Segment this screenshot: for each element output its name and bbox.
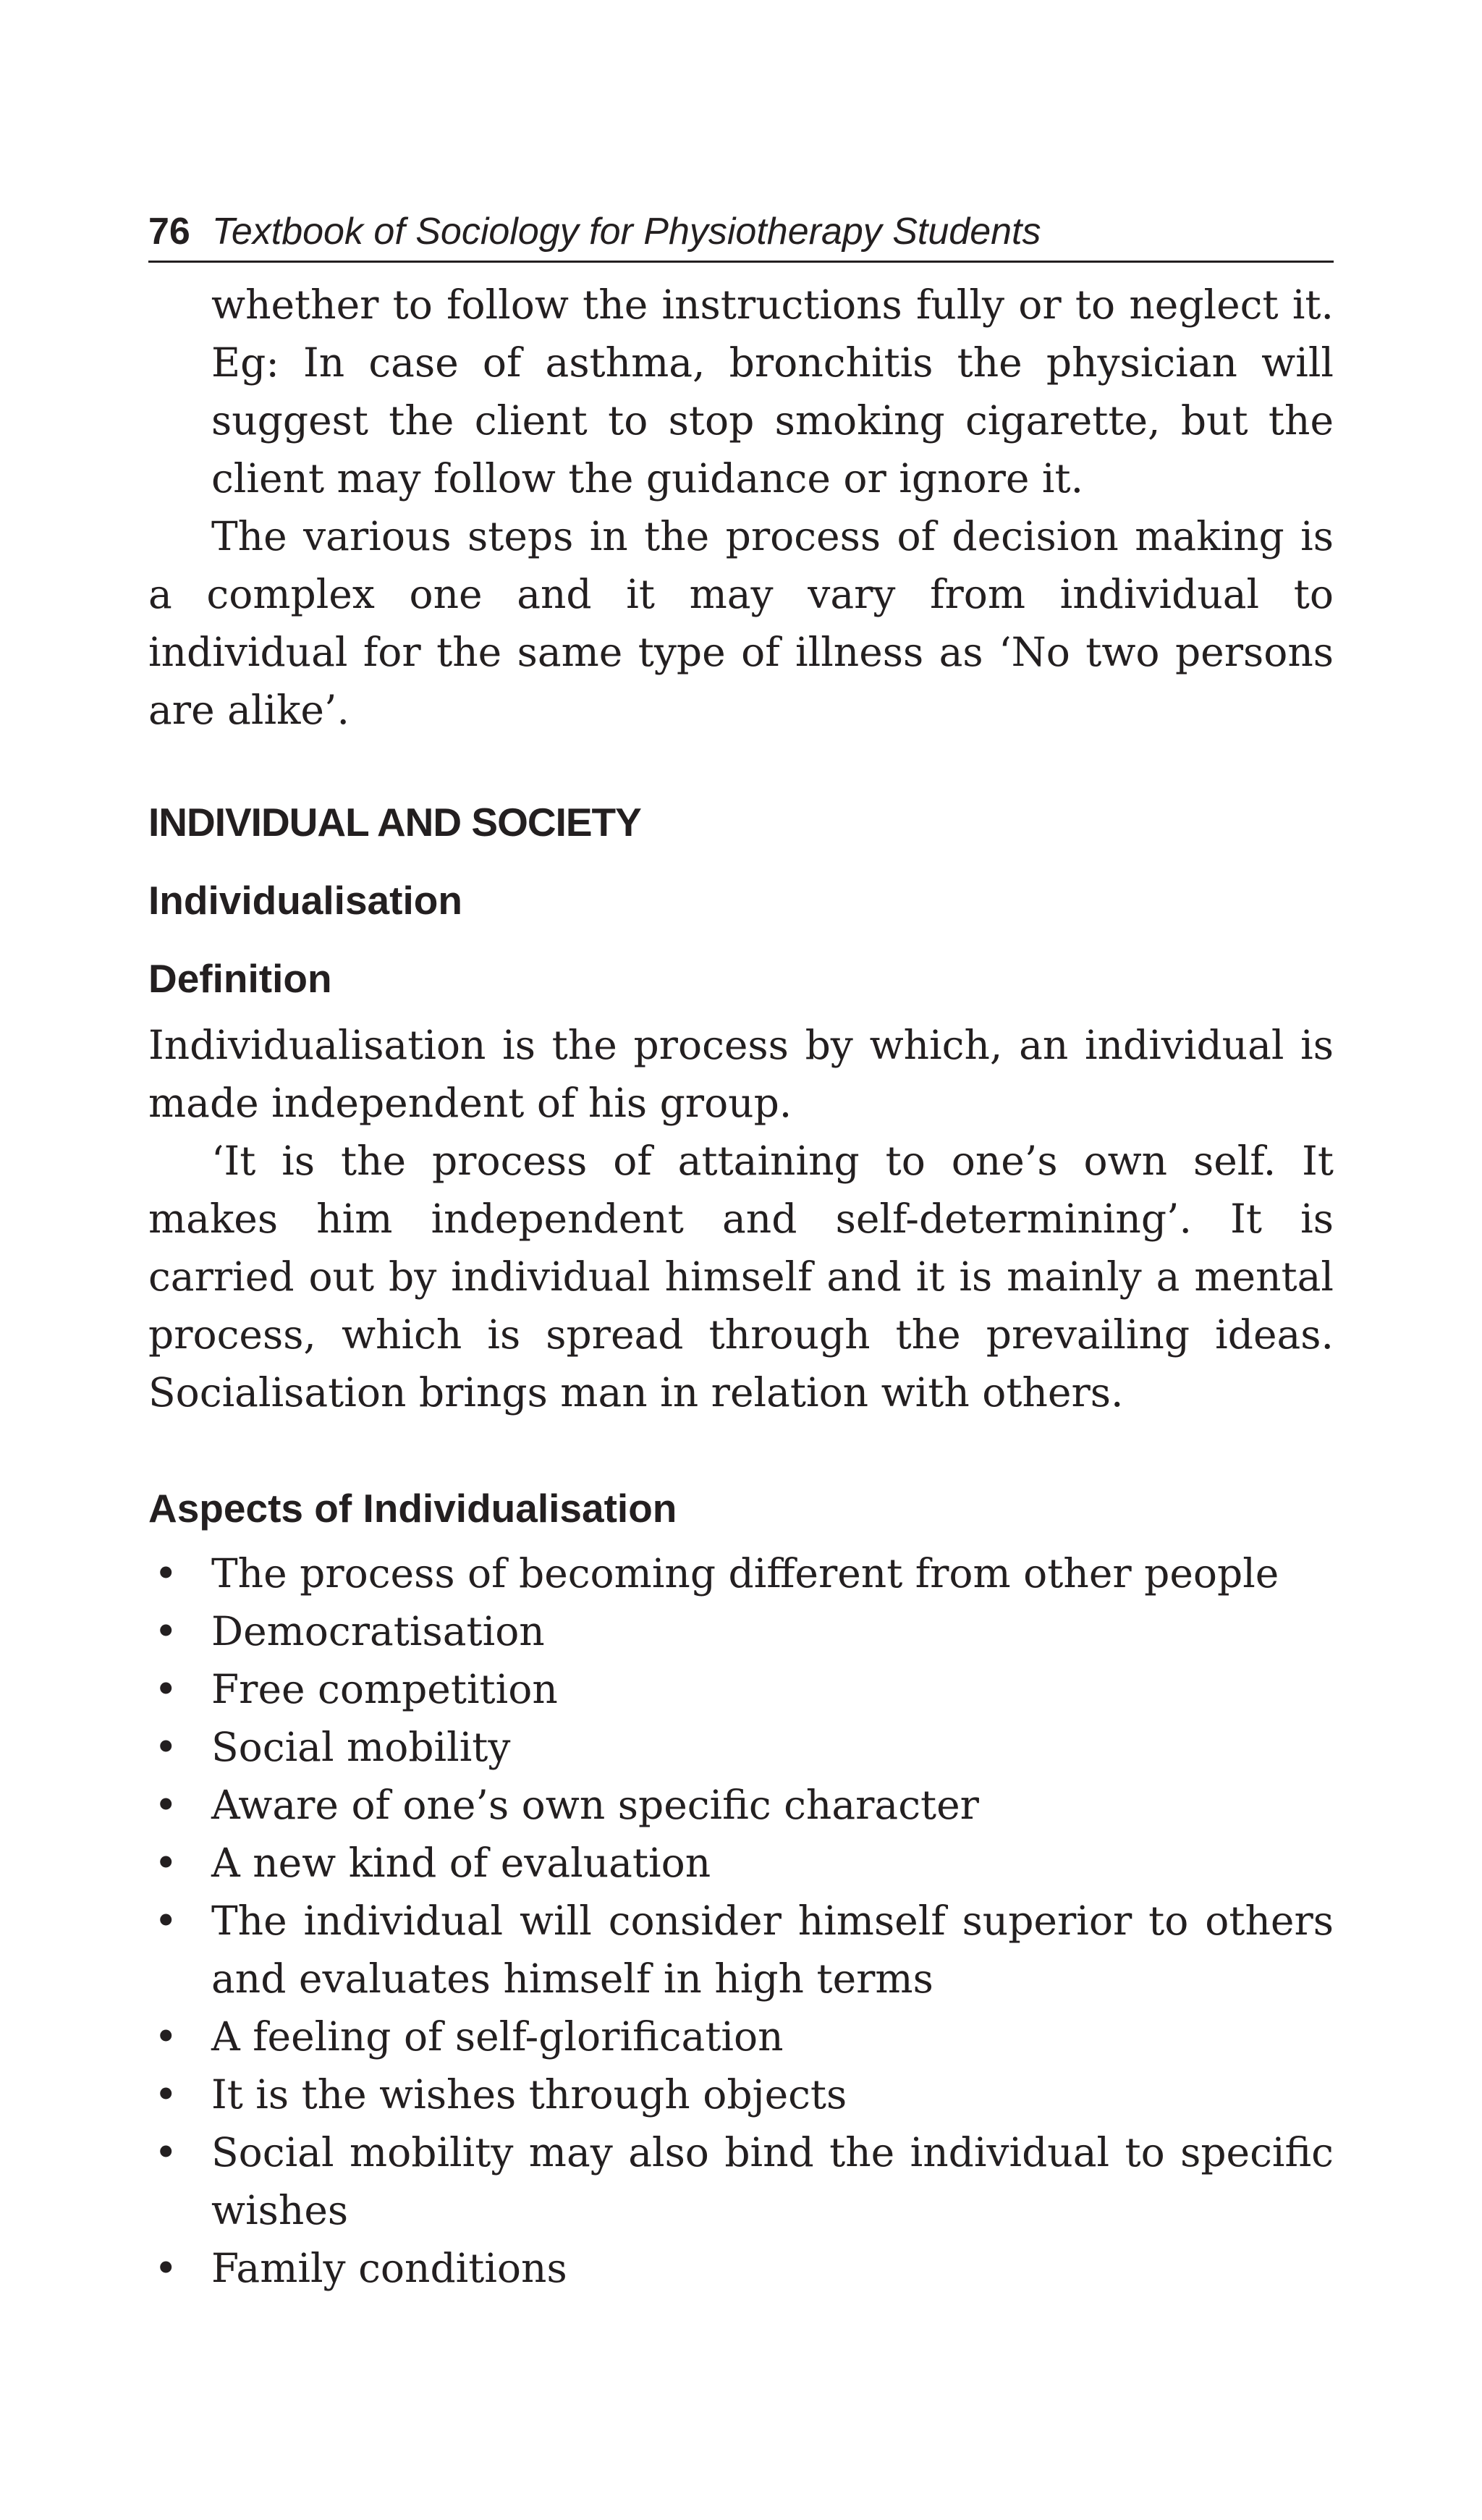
- decision-making-paragraph: The various steps in the process of decision making is a complex one and it may vary from individual to individual for the same type of illness as ‘No two persons are alike’.: [148, 513, 1334, 733]
- section-title: INDIVIDUAL AND SOCIETY: [148, 800, 641, 845]
- continuation-paragraph: whether to follow the instructions fully or to neglect it. Eg: In case of asthma, bronchitis the physician will suggest the client to stop smoking cigarette, but the client may follow the guidance or ignore it.: [211, 282, 1334, 502]
- definition-quote-paragraph: ‘It is the process of attaining to one’s own self. It makes him independent and self-determining’. It is carried out by individual himself and it is mainly a mental process, which is spread through the prevailing ideas. Socialisation brings man in relation with others.: [148, 1138, 1334, 1416]
- page-number: 76: [148, 211, 190, 253]
- aspects-list: [148, 1544, 1334, 2297]
- list-item-text: The individual will consider himself superior to others and evaluates himself in high terms: [211, 1898, 1334, 2002]
- list-item-text: Social mobility may also bind the individual to specific wishes: [211, 2129, 1334, 2233]
- list-item-text: Family conditions: [211, 2245, 567, 2291]
- list-item-text: Aware of one’s own specific character: [211, 1782, 979, 1828]
- page-body: [148, 276, 1334, 2297]
- list-item: [148, 2008, 1334, 2066]
- list-item-text: A feeling of self-glorification: [211, 2013, 784, 2060]
- running-title: Textbook of Sociology for Physiotherapy Students: [211, 211, 1041, 253]
- list-item: [148, 1602, 1334, 1660]
- list-item: [148, 1776, 1334, 1834]
- bullet-icon: •: [154, 1608, 178, 1654]
- list-item: [148, 2239, 1334, 2297]
- bullet-icon: •: [154, 1840, 178, 1886]
- list-item-text: Democratisation: [211, 1608, 545, 1654]
- list-item: [148, 1834, 1334, 1892]
- list-item-text: It is the wishes through objects: [211, 2071, 847, 2118]
- list-item: [148, 1660, 1334, 1718]
- definition-paragraph: Individualisation is the process by which, an individual is made independent of his group.: [148, 1022, 1334, 1126]
- bullet-icon: •: [154, 1782, 178, 1828]
- bullet-icon: •: [154, 2129, 178, 2176]
- list-item: [148, 1892, 1334, 2008]
- bullet-icon: •: [154, 1898, 178, 1944]
- list-item-text: Social mobility: [211, 1724, 511, 1770]
- book-page: [148, 210, 1334, 2297]
- bullet-icon: •: [154, 1666, 178, 1712]
- list-item: [148, 2123, 1334, 2239]
- running-header: [148, 210, 1334, 263]
- bullet-icon: •: [154, 2245, 178, 2291]
- list-item: [148, 2066, 1334, 2123]
- aspects-heading: Aspects of Individualisation: [148, 1486, 677, 1531]
- bullet-icon: •: [154, 2013, 178, 2060]
- list-item-text: A new kind of evaluation: [211, 1840, 711, 1886]
- subheading-individualisation: Individualisation: [148, 878, 462, 923]
- bullet-icon: •: [154, 1724, 178, 1770]
- list-item: [148, 1718, 1334, 1776]
- list-item: [148, 1544, 1334, 1602]
- definition-heading: Definition: [148, 956, 332, 1001]
- list-item-text: The process of becoming different from other people: [211, 1550, 1279, 1597]
- list-item-text: Free competition: [211, 1666, 558, 1712]
- bullet-icon: •: [154, 2071, 178, 2118]
- bullet-icon: •: [154, 1550, 178, 1597]
